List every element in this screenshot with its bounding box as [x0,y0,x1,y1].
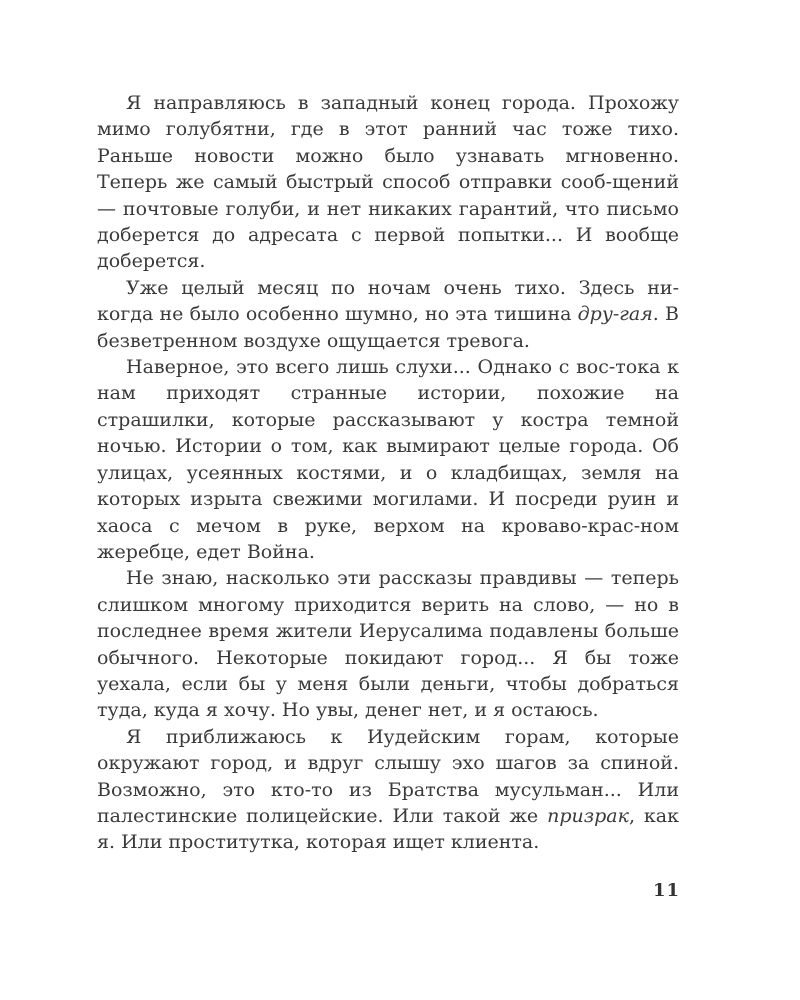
page-number: 11 [652,880,680,901]
emphasized-word: дру-гая [577,303,653,326]
paragraph-text: Я направляюсь в западный конец города. Прохожу мимо голубятни, где в этот ранний час тоже тихо. Раньше новости можно было узнавать мгновенно. Теперь же самый быстрый способ отправки сооб-щений — почтовые голуби, и нет никаких гарантий, что письмо доберется до адресата с первой попытки... И вообще доберется. [97,92,679,273]
paragraph-text: Уже целый месяц по ночам очень тихо. Здесь ни-когда не было особенно шумно, но эта тишина [97,276,679,326]
body-text [97,90,679,856]
paragraph [97,275,679,354]
emphasized-word: призрак [547,804,629,827]
paragraph [97,354,679,565]
paragraph-text: Наверное, это всего лишь слухи... Однако с вос-тока к нам приходят странные истории, похожие на страшилки, которые рассказывают у костра темной ночью. Истории о том, как вымирают целые города. Об улицах, усеянных костями, и о кладбищах, земля на которых изрыта свежими могилами. И посреди руин и хаоса с мечом в руке, верхом на кроваво-крас-ном жеребце, едет Война. [97,356,679,563]
paragraph [97,565,679,723]
paragraph-text: . В безветренном воздухе ощущается тревога. [97,303,679,352]
paragraph-text: , как я. Или проститутка, которая ищет клиента. [97,804,679,854]
paragraph-text: Не знаю, насколько эти рассказы правдивы — теперь слишком многому приходится верить на слово, — но в последнее время жители Иерусалима подавлены больше обычного. Некоторые покидают город... Я бы тоже уехала, если бы у меня были деньги, чтобы добраться туда, куда я хочу. Но увы, денег нет, и я остаюсь. [97,567,679,722]
paragraph [97,90,679,275]
paragraph-text: Я приближаюсь к Иудейским горам, которые окружают город, и вдруг слышу эхо шагов за спиной. Возможно, это кто-то из Братства мусульман... Или палестинские полицейские. Или такой же [97,725,679,827]
paragraph [97,724,679,856]
